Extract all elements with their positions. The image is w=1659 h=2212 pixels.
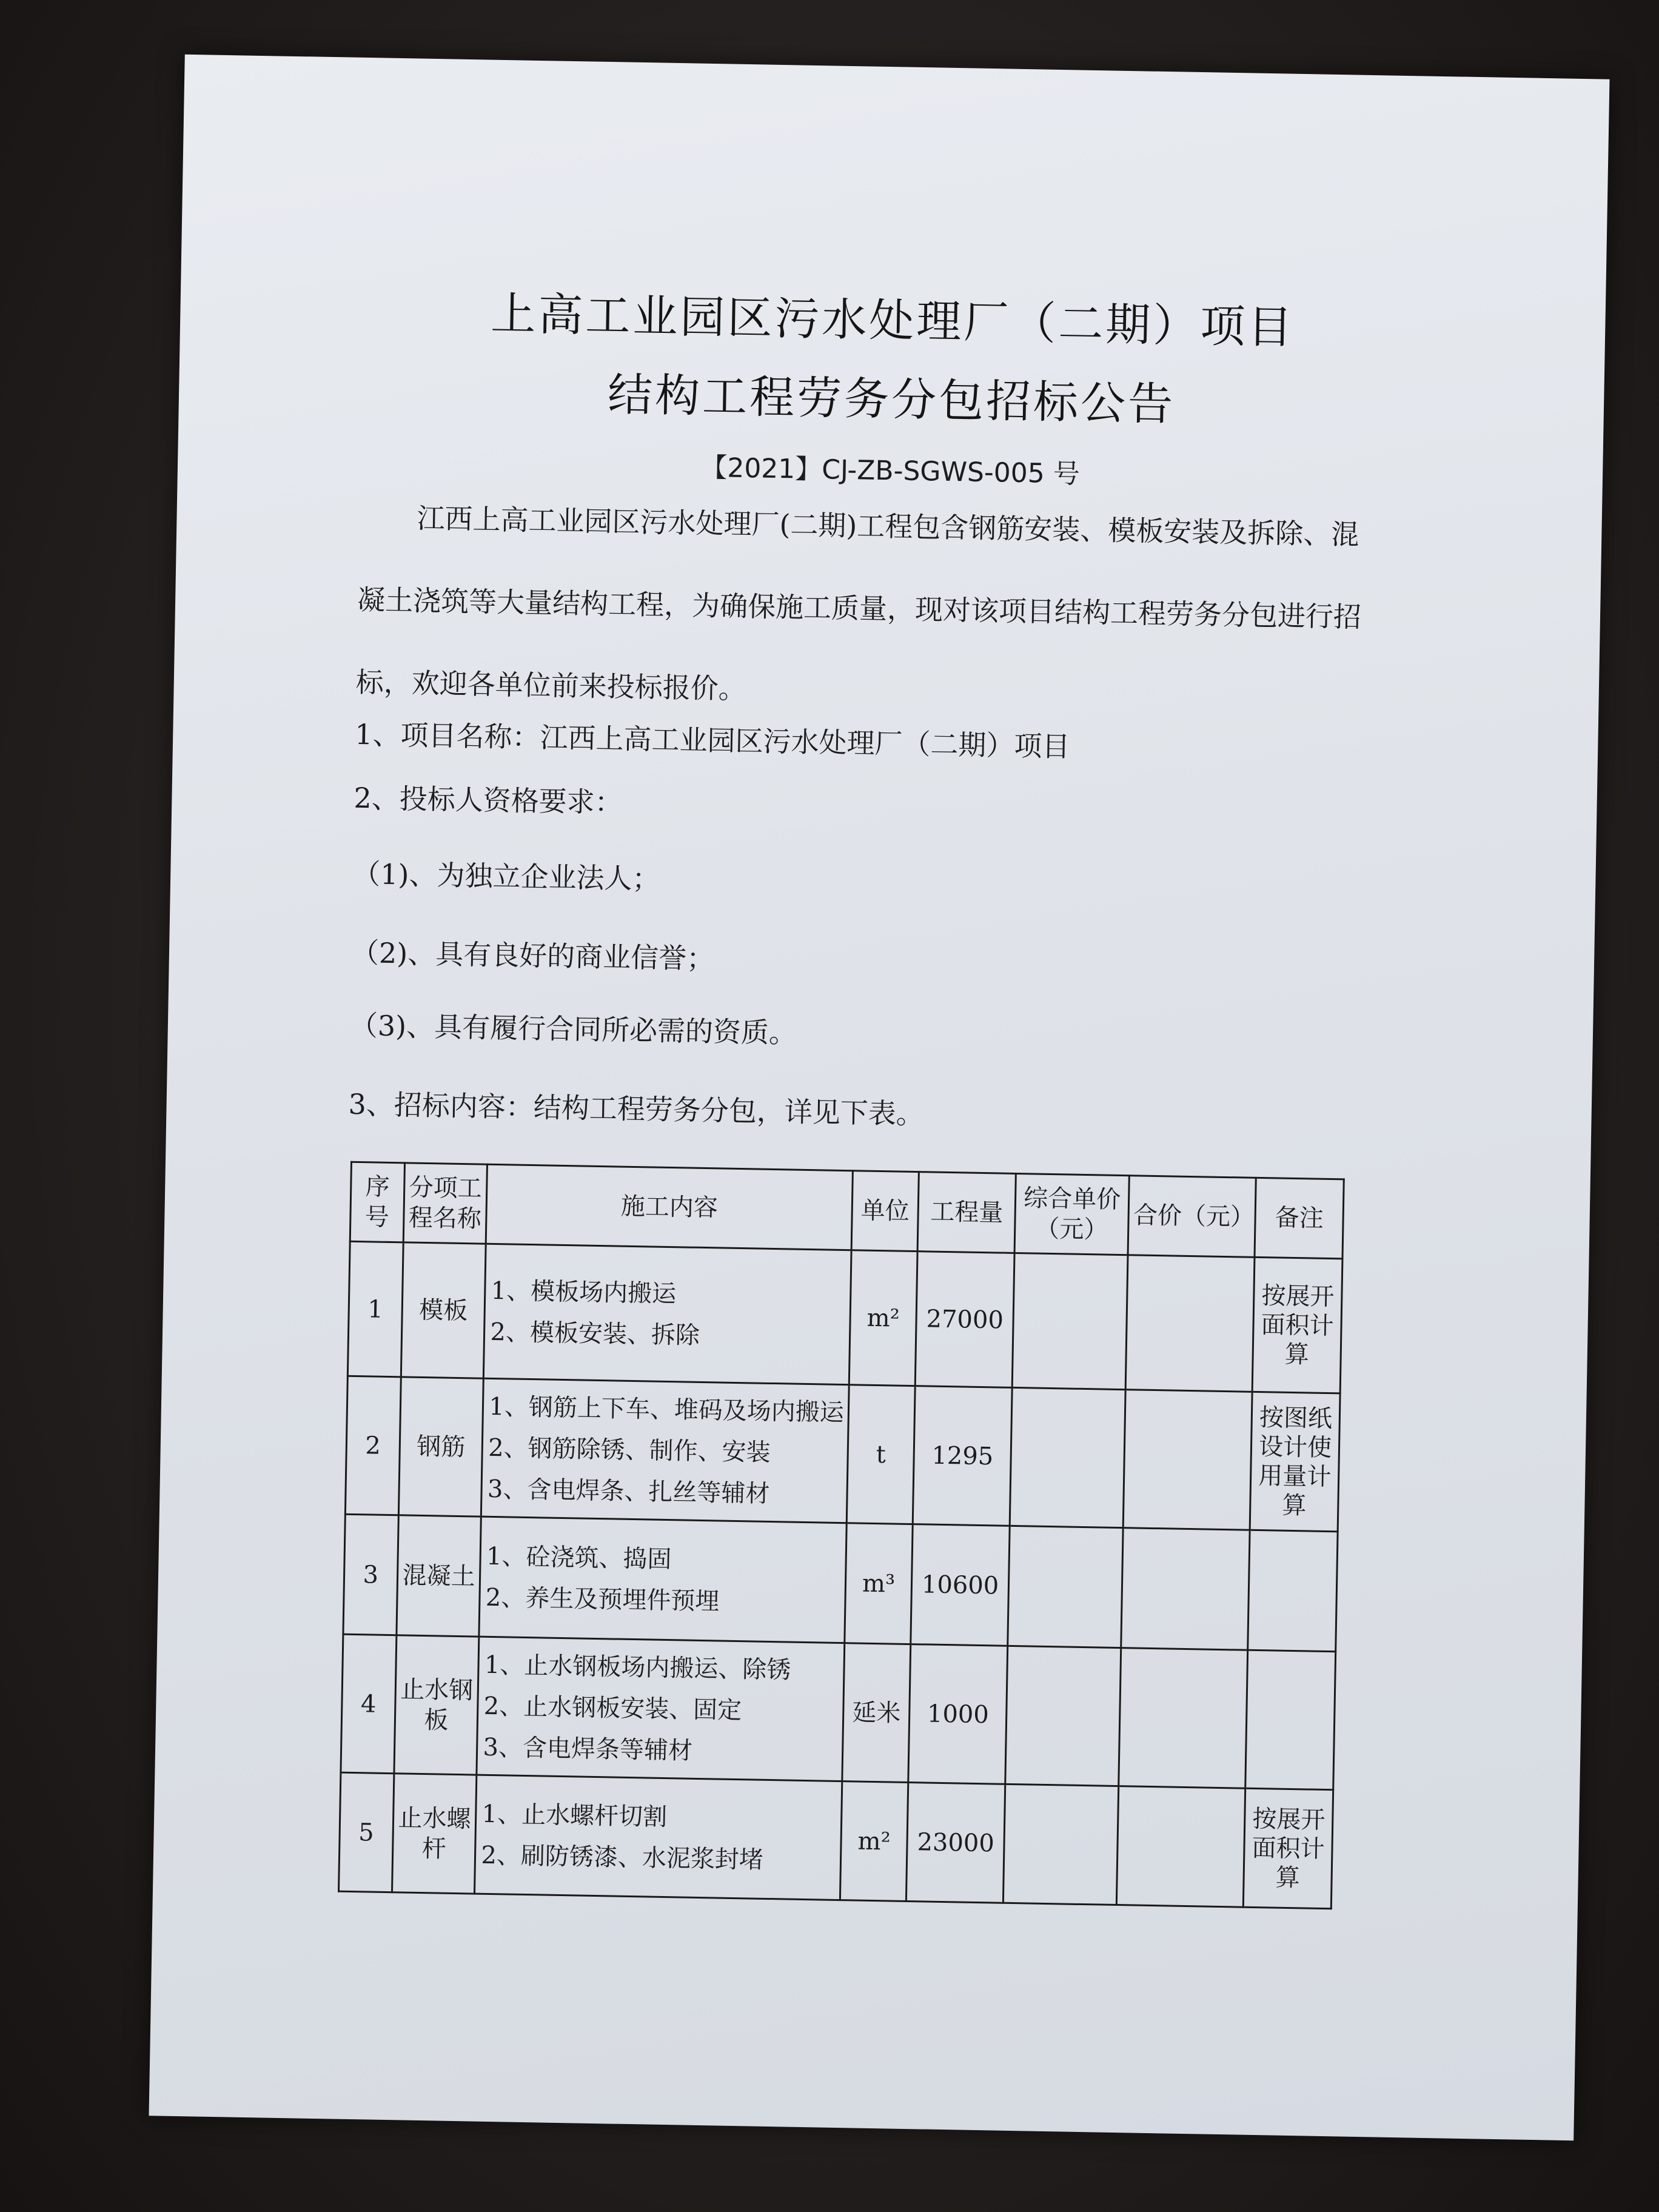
content-line: 1、砼浇筑、捣固 <box>486 1542 672 1574</box>
cell-total <box>1123 1390 1252 1530</box>
cell-note: 按展开面积计算 <box>1244 1788 1333 1908</box>
cell-item-name: 模板 <box>401 1242 486 1378</box>
cell-note: 按展开面积计算 <box>1252 1257 1342 1393</box>
cell-content <box>477 1637 844 1781</box>
cell-quantity: 1000 <box>908 1644 1008 1785</box>
cell-item-name: 钢筋 <box>398 1377 484 1517</box>
cell-quantity: 23000 <box>907 1783 1005 1903</box>
header-quantity: 工程量 <box>917 1172 1016 1253</box>
requirement-3: （3)、具有履行合同所必需的资质。 <box>349 1008 797 1050</box>
content-line: 2、养生及预埋件预埋 <box>485 1583 720 1616</box>
cell-total <box>1121 1528 1250 1651</box>
title-line-1: 上高工业园区污水处理厂（二期）项目 <box>490 287 1296 354</box>
cell-unit: t <box>846 1385 915 1524</box>
content-line: 1、钢筋上下车、堆码及场内搬运 <box>488 1392 845 1427</box>
content-line: 2、钢筋除锈、制作、安装 <box>488 1433 771 1467</box>
header-unit-price: 综合单价（元） <box>1014 1173 1130 1255</box>
table-row <box>341 1634 1336 1790</box>
cell-item-name: 混凝土 <box>396 1515 481 1637</box>
header-content: 施工内容 <box>486 1164 853 1250</box>
cell-unit: m² <box>849 1250 917 1386</box>
bid-items-table <box>338 1161 1345 1909</box>
cell-seq: 5 <box>339 1772 394 1892</box>
header-item-name: 分项工程名称 <box>403 1163 488 1244</box>
requirement-1: （1)、为独立企业法人； <box>352 857 660 896</box>
cell-note <box>1248 1530 1338 1651</box>
header-total: 合价（元） <box>1128 1176 1256 1258</box>
content-line: 1、模板场内搬运 <box>491 1276 677 1308</box>
content-line: 2、模板安装、拆除 <box>490 1318 700 1350</box>
table-row <box>347 1241 1342 1393</box>
cell-item-name: 止水螺杆 <box>392 1774 477 1894</box>
cell-note: 按图纸设计使用量计算 <box>1250 1392 1340 1531</box>
cell-note <box>1245 1650 1336 1789</box>
cell-total <box>1119 1648 1248 1789</box>
header-unit: 单位 <box>851 1171 919 1252</box>
cell-unit: 延米 <box>842 1643 911 1783</box>
bid-content-item: 3、招标内容：结构工程劳务分包，详见下表。 <box>348 1087 925 1131</box>
table-row <box>339 1772 1333 1909</box>
cell-unit-price <box>1010 1387 1125 1527</box>
cell-seq: 1 <box>347 1241 403 1376</box>
cell-unit-price <box>1005 1646 1121 1786</box>
cell-unit: m³ <box>845 1523 913 1644</box>
cell-content <box>479 1517 846 1643</box>
cell-unit-price <box>1008 1526 1124 1647</box>
intro-paragraph: 江西上高工业园区污水处理厂(二期)工程包含钢筋安装、模板安装及拆除、混凝土浇筑等大量结构工程，为确保施工质量，现对该项目结构工程劳务分包进行招标，欢迎各单位前来投标报价。 <box>355 501 1362 706</box>
requirement-2: （2)、具有良好的商业信誉； <box>350 936 715 976</box>
content-line: 1、止水螺杆切割 <box>481 1800 668 1831</box>
content-line: 3、含电焊条等辅材 <box>483 1733 693 1765</box>
project-name-item: 1、项目名称：江西上高工业园区污水处理厂（二期）项目 <box>354 717 1070 763</box>
cell-item-name: 止水钢板 <box>394 1635 479 1775</box>
cell-unit-price <box>1012 1253 1128 1389</box>
qualification-heading: 2、投标人资格要求： <box>354 781 623 819</box>
cell-total <box>1117 1786 1245 1908</box>
content-line: 3、含电焊条、扎丝等辅材 <box>487 1475 770 1508</box>
header-seq: 序号 <box>350 1162 404 1242</box>
cell-seq: 4 <box>341 1634 396 1773</box>
title-line-2: 结构工程劳务分包招标公告 <box>607 369 1176 431</box>
content-line: 1、止水钢板场内搬运、除锈 <box>484 1651 791 1684</box>
table-row <box>345 1376 1340 1532</box>
cell-content <box>475 1775 842 1900</box>
document-number: 【2021】CJ-ZB-SGWS-005 号 <box>700 452 1081 490</box>
table-row <box>343 1514 1338 1652</box>
content-line: 2、止水钢板安装、固定 <box>483 1692 742 1724</box>
cell-unit: m² <box>840 1781 908 1902</box>
cell-total <box>1125 1255 1255 1392</box>
cell-quantity: 10600 <box>911 1524 1010 1646</box>
cell-quantity: 1295 <box>913 1386 1012 1526</box>
cell-seq: 2 <box>345 1376 400 1515</box>
cell-quantity: 27000 <box>915 1252 1014 1388</box>
cell-seq: 3 <box>343 1514 398 1635</box>
header-note: 备注 <box>1255 1178 1344 1259</box>
document-page <box>149 55 1610 2140</box>
cell-unit-price <box>1003 1784 1119 1905</box>
content-line: 2、刷防锈漆、水泥浆封堵 <box>481 1841 764 1874</box>
cell-content <box>484 1244 851 1384</box>
cell-content <box>481 1378 849 1523</box>
